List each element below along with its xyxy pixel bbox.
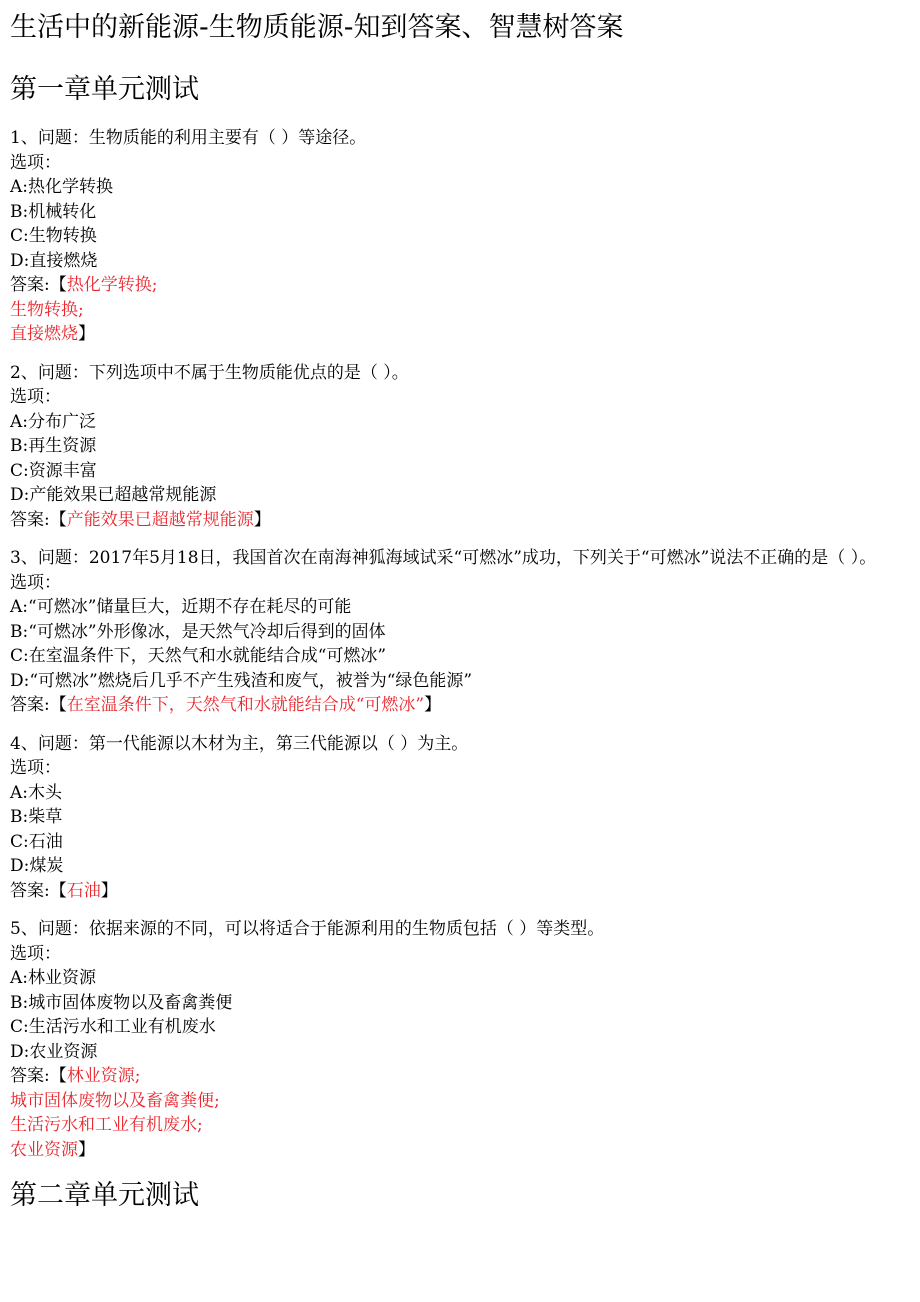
answer-block (10, 693, 910, 718)
option-item: A:分布广泛 (10, 411, 97, 432)
option-item: D:“可燃冰”燃烧后几乎不产生残渣和废气，被誉为“绿色能源” (10, 670, 473, 691)
question-body: 2017年5月18日，我国首次在南海神狐海域试采“可燃冰”成功，下列关于“可燃冰”说法不正确的是（ ）。 (88, 548, 877, 568)
option-item: A:林业资源 (10, 968, 97, 988)
question-number: 2 (10, 362, 21, 383)
question-block (10, 361, 910, 533)
answer-label: 答案: (10, 275, 50, 295)
question-prefix: 、问题： (20, 362, 89, 383)
answer-label: 答案: (10, 695, 50, 715)
option-item: C:生物转换 (10, 226, 97, 246)
question-number: 1 (10, 128, 21, 148)
options-label: 选项： (10, 572, 61, 593)
answer-text: 生物转换; (10, 299, 84, 320)
option-item: B:机械转化 (10, 201, 97, 222)
question-block (10, 546, 910, 718)
option-item: C:石油 (10, 831, 63, 852)
question-block (10, 917, 910, 1162)
answer-block (10, 508, 910, 533)
answer-block (10, 273, 910, 347)
chapter-section (10, 70, 910, 1162)
option-item: C:生活污水和工业有机废水 (10, 1017, 216, 1037)
answer-text: 热化学转换; (66, 275, 158, 295)
answer-text: 产能效果已超越常规能源 (66, 509, 254, 530)
question-body: 依据来源的不同，可以将适合于能源利用的生物质包括（ ）等类型。 (88, 919, 605, 939)
option-item: C:在室温条件下，天然气和水就能结合成“可燃冰” (10, 646, 387, 666)
option-item: B:城市固体废物以及畜禽粪便 (10, 992, 233, 1013)
answer-text: 城市固体废物以及畜禽粪便; (10, 1090, 220, 1111)
answer-label: 答案: (10, 509, 50, 530)
options-label: 选项： (10, 943, 61, 964)
question-text (10, 546, 910, 571)
answer-text: 直接燃烧 (10, 324, 78, 344)
answer-block (10, 1064, 910, 1162)
option-item: C:资源丰富 (10, 460, 97, 481)
question-number: 3 (10, 548, 21, 568)
question-text (10, 126, 910, 151)
option-item: B:柴草 (10, 807, 63, 827)
option-item: D:农业资源 (10, 1041, 98, 1062)
question-text (10, 361, 910, 386)
answer-text: 生活污水和工业有机废水; (10, 1115, 203, 1135)
chapter-section (10, 1176, 910, 1216)
answer-label: 答案: (10, 880, 50, 901)
answer-text: 林业资源; (66, 1066, 141, 1086)
option-item: D:产能效果已超越常规能源 (10, 485, 217, 505)
option-item: A:热化学转换 (10, 177, 114, 197)
chapters-container (10, 70, 910, 1216)
option-item: A:“可燃冰”储量巨大，近期不存在耗尽的可能 (10, 597, 352, 617)
answer-close-bracket: 】 (78, 324, 95, 344)
page-title: 生活中的新能源-生物质能源-知到答案、智慧树答案 (10, 12, 624, 43)
question-block (10, 126, 910, 347)
option-item: B:“可燃冰”外形像冰，是天然气冷却后得到的固体 (10, 621, 386, 642)
answer-block (10, 879, 910, 904)
answer-open-bracket: 【 (49, 275, 67, 295)
options-label: 选项： (10, 387, 61, 407)
chapter-heading: 第一章单元测试 (10, 74, 199, 105)
answer-open-bracket: 【 (49, 695, 67, 715)
answer-text: 农业资源 (10, 1139, 78, 1160)
option-item: B:再生资源 (10, 436, 97, 456)
question-block (10, 732, 910, 904)
question-number: 5 (10, 919, 21, 939)
option-item: A:木头 (10, 782, 63, 803)
question-text (10, 917, 910, 942)
option-item: D:煤炭 (10, 856, 64, 876)
options-label: 选项： (10, 758, 61, 778)
chapter-heading: 第二章单元测试 (10, 1180, 199, 1211)
answer-open-bracket: 【 (49, 880, 67, 901)
answer-close-bracket: 】 (100, 880, 118, 901)
answer-label: 答案: (10, 1066, 50, 1086)
question-body: 第一代能源以木材为主，第三代能源以（ ）为主。 (88, 733, 469, 754)
question-number: 4 (10, 733, 21, 754)
question-body: 生物质能的利用主要有（ ）等途径。 (88, 128, 367, 148)
question-prefix: 、问题： (20, 919, 89, 939)
answer-open-bracket: 【 (49, 1066, 67, 1086)
answer-close-bracket: 】 (424, 695, 442, 715)
answer-close-bracket: 】 (253, 509, 271, 530)
question-prefix: 、问题： (20, 733, 89, 754)
options-label: 选项： (10, 152, 61, 173)
answer-open-bracket: 【 (49, 509, 67, 530)
answer-close-bracket: 】 (78, 1139, 95, 1160)
question-body: 下列选项中不属于生物质能优点的是（ ）。 (88, 362, 409, 383)
answer-text: 在室温条件下，天然气和水就能结合成“可燃冰” (66, 695, 425, 715)
option-item: D:直接燃烧 (10, 250, 98, 271)
answer-text: 石油 (66, 880, 101, 901)
question-prefix: 、问题： (20, 128, 89, 148)
question-text (10, 732, 910, 757)
question-prefix: 、问题： (20, 548, 89, 568)
